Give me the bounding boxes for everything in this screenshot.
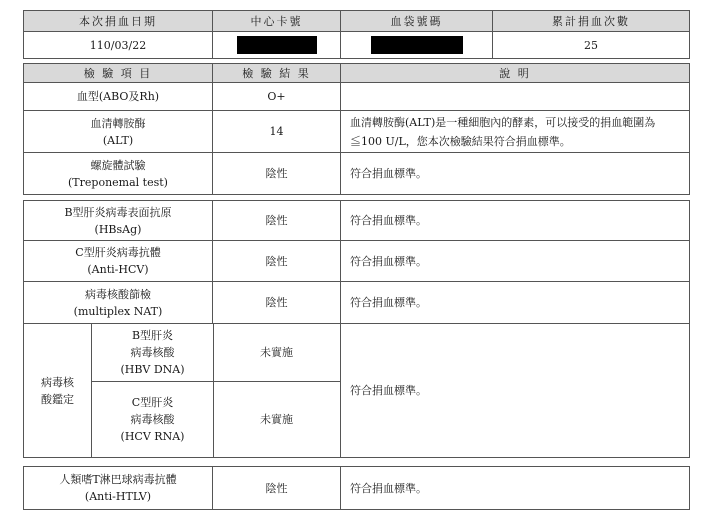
item-nat [23,282,213,324]
item-label: 病毒核酸篩檢 [85,287,151,301]
item-sublabel: (HBV DNA) [120,363,185,376]
note-hbsag: 符合捐血標準。 [341,200,690,241]
redaction-bar [237,36,317,54]
item-hbv-dna [92,324,214,382]
note-alt: 血清轉胺酶(ALT)是一種細胞內的酵素，可以接受的捐血範圍為≦100 U/L，您本次檢驗結果符合捐血標準。 [341,111,690,153]
item-label: 血清轉胺酶 [90,116,146,130]
note-nat: 符合捐血標準。 [341,282,690,324]
item-label: C型肝炎 [131,396,174,409]
result-anti-htlv: 陰性 [213,466,341,510]
result-nat: 陰性 [213,282,341,324]
result-treponemal: 陰性 [213,153,341,195]
result-blood-type: O+ [213,83,341,111]
item-hcv-rna [92,382,214,458]
nat-group-label-line: 酸鑑定 [41,392,74,406]
htlv-results-table [23,466,690,510]
result-hbsag: 陰性 [213,200,341,241]
note-anti-htlv: 符合捐血標準。 [341,466,690,510]
item-sublabel: (multiplex NAT) [73,304,163,318]
nat-group-label-line: 病毒核 [41,375,74,389]
item-sublabel: (Anti-HCV) [87,263,149,276]
nat-results [213,324,341,458]
note-blood-type [341,83,690,111]
item-hbsag [23,200,213,241]
nat-subitems [92,324,214,458]
item-label: 螺旋體試驗 [90,158,146,172]
item-label: B型肝炎病毒表面抗原 [64,205,172,219]
result-anti-hcv: 陰性 [213,241,341,282]
item-sublabel: (ALT) [102,133,134,147]
item-sublabel: (Anti-HTLV) [84,490,152,503]
item-label: C型肝炎病毒抗體 [75,246,161,259]
note-anti-hcv: 符合捐血標準。 [341,241,690,282]
header-col-card: 中心卡號 [213,10,341,32]
results-header-item: 檢 驗 項 目 [23,63,213,83]
item-label: 病毒核酸 [130,346,175,359]
results-header-result: 檢 驗 結 果 [213,63,341,83]
item-label: 病毒核酸 [130,413,175,426]
item-sublabel: (HBsAg) [94,222,142,236]
note-nat-group: 符合捐血標準。 [341,324,690,458]
item-blood-type [23,83,213,111]
donation-header-table [23,10,690,59]
bag-number-cell [341,32,493,59]
header-col-bag: 血袋號碼 [341,10,493,32]
result-hcv-rna: 未實施 [213,382,341,458]
result-hbv-dna: 未實施 [213,324,341,382]
item-sublabel: (Treponemal test) [68,175,168,189]
redaction-bar [371,36,463,54]
virus-results-table [23,200,690,458]
note-treponemal: 符合捐血標準。 [341,153,690,195]
results-table [23,63,690,195]
item-label: B型肝炎 [131,329,174,342]
item-anti-htlv [23,466,213,510]
item-alt [23,111,213,153]
item-sublabel: (HCV RNA) [120,430,185,443]
result-alt: 14 [213,111,341,153]
item-label: 血型(ABO及Rh) [76,90,160,103]
nat-group-label [24,324,92,458]
item-treponemal [23,153,213,195]
header-col-date: 本次捐血日期 [23,10,213,32]
header-col-count: 累計捐血次數 [493,10,690,32]
nat-group-item [23,324,213,458]
item-anti-hcv [23,241,213,282]
card-number-cell [213,32,341,59]
donation-date: 110/03/22 [23,32,213,59]
cumulative-count: 25 [493,32,690,59]
item-label: 人類嗜T淋巴球病毒抗體 [59,473,177,486]
results-header-note: 說 明 [341,63,690,83]
